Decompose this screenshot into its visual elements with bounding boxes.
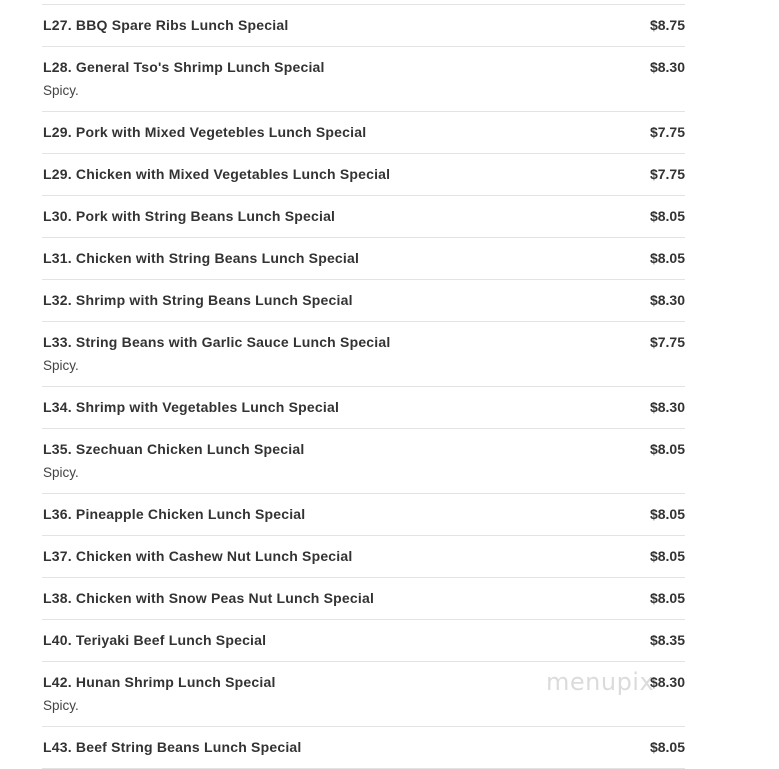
menupix-watermark: menupix <box>546 668 655 696</box>
menu-item-price: $8.05 <box>649 590 685 606</box>
menu-item[interactable] <box>42 536 685 578</box>
menu-item-name: L28. General Tso's Shrimp Lunch Special <box>43 59 325 75</box>
menu-item[interactable] <box>42 727 685 769</box>
menu-item[interactable] <box>42 494 685 536</box>
menu-item[interactable] <box>42 280 685 322</box>
menu-item-name: L35. Szechuan Chicken Lunch Special <box>43 441 305 457</box>
menu-item[interactable] <box>42 47 685 112</box>
menu-item-price: $8.05 <box>649 250 685 266</box>
menu-item-name: L43. Beef String Beans Lunch Special <box>43 739 302 755</box>
menu-item-name: L29. Pork with Mixed Vegetebles Lunch Special <box>43 124 367 140</box>
menu-item-name: L30. Pork with String Beans Lunch Special <box>43 208 336 224</box>
menu-item-description: Spicy. <box>43 358 79 373</box>
menu-item[interactable] <box>42 662 685 727</box>
menu-item-price: $8.05 <box>649 739 685 755</box>
menu-item-price: $8.75 <box>649 17 685 33</box>
menu-item-name: L36. Pineapple Chicken Lunch Special <box>43 506 306 522</box>
menu-item-price: $8.30 <box>649 674 685 690</box>
menu-item[interactable] <box>42 429 685 494</box>
menu-item-price: $8.05 <box>649 208 685 224</box>
menu-item[interactable] <box>42 620 685 662</box>
menu-item-description: Spicy. <box>43 465 79 480</box>
menu-item-name: L42. Hunan Shrimp Lunch Special <box>43 674 276 690</box>
menu-item[interactable] <box>42 578 685 620</box>
menu-item-price: $8.05 <box>649 441 685 457</box>
menu-item-price: $8.05 <box>649 506 685 522</box>
menu-item[interactable] <box>42 5 685 47</box>
menu-item[interactable] <box>42 322 685 387</box>
menu-item-name: L31. Chicken with String Beans Lunch Special <box>43 250 360 266</box>
menu-item[interactable] <box>42 154 685 196</box>
menu-item-price: $7.75 <box>649 166 685 182</box>
menu-item-price: $8.30 <box>649 59 685 75</box>
menu-item-name: L38. Chicken with Snow Peas Nut Lunch Special <box>43 590 375 606</box>
menu-item-name: L27. BBQ Spare Ribs Lunch Special <box>43 17 289 33</box>
menu-item-description: Spicy. <box>43 83 79 98</box>
menu-item[interactable] <box>42 196 685 238</box>
menu-item-name: L29. Chicken with Mixed Vegetables Lunch Special <box>43 166 391 182</box>
menu-item-description: Spicy. <box>43 698 79 713</box>
menu-item-price: $8.30 <box>649 292 685 308</box>
menu-item-price: $8.05 <box>649 548 685 564</box>
menu-item[interactable] <box>42 387 685 429</box>
menu-item-name: L34. Shrimp with Vegetables Lunch Special <box>43 399 340 415</box>
menu-item[interactable] <box>42 238 685 280</box>
menu-item[interactable] <box>42 112 685 154</box>
menu-item-name: L40. Teriyaki Beef Lunch Special <box>43 632 267 648</box>
menu-item-price: $7.75 <box>649 124 685 140</box>
menu-item-name: L33. String Beans with Garlic Sauce Lunch Special <box>43 334 391 350</box>
menu-item-price: $8.30 <box>649 399 685 415</box>
menu-list <box>42 4 685 769</box>
menu-item-name: L32. Shrimp with String Beans Lunch Special <box>43 292 353 308</box>
menu-item-name: L37. Chicken with Cashew Nut Lunch Special <box>43 548 353 564</box>
menu-item-price: $7.75 <box>649 334 685 350</box>
menu-item-price: $8.35 <box>649 632 685 648</box>
